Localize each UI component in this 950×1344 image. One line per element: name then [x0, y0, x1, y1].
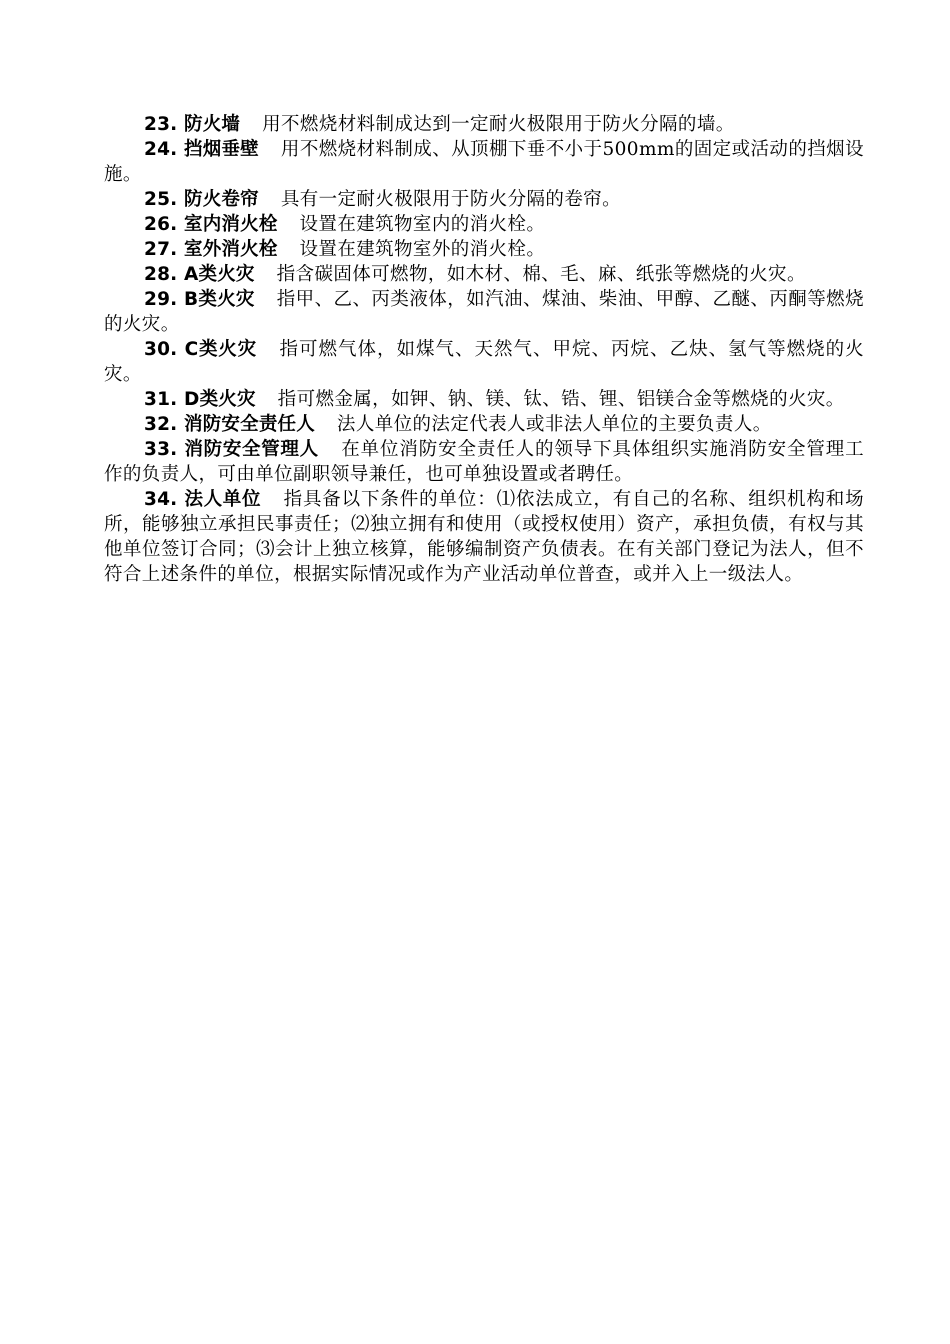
entry-term: 30. C类火灾: [144, 339, 257, 360]
glossary-entry-25: [104, 187, 864, 212]
glossary-entry-31: [104, 387, 864, 412]
glossary-entry-34: [104, 487, 864, 587]
glossary-entry-28: [104, 262, 864, 287]
entry-definition: 指具备以下条件的单位：⑴依法成立，有自己的名称、组织机构和场所，能够独立承担民事责任；⑵独立拥有和使用（或授权使用）资产，承担负债，有权与其他单位签订合同；⑶会计上独立核算，能够编制资产负债表。在有关部门登记为法人，但不符合上述条件的单位，根据实际情况或作为产业活动单位普查，或并入上一级法人。: [104, 489, 864, 585]
entry-definition: 设置在建筑物室内的消火栓。: [299, 214, 546, 235]
entry-term: 29. B类火灾: [144, 289, 255, 310]
glossary-entry-32: [104, 412, 864, 437]
entry-term: 24. 挡烟垂壁: [144, 139, 259, 160]
entry-term: 25. 防火卷帘: [144, 189, 259, 210]
glossary-entry-29: [104, 287, 864, 337]
glossary-entry-23: [104, 112, 864, 137]
entry-term: 33. 消防安全管理人: [144, 439, 319, 460]
entry-definition: 用不燃烧材料制成、从顶棚下垂不小于500mm的固定或活动的挡烟设施。: [104, 139, 864, 185]
entry-definition: 指可燃气体，如煤气、天然气、甲烷、丙烷、乙炔、氢气等燃烧的火灾。: [104, 339, 864, 385]
entry-term: 28. A类火灾: [144, 264, 255, 285]
entry-definition: 指甲、乙、丙类液体，如汽油、煤油、柴油、甲醇、乙醚、丙酮等燃烧的火灾。: [104, 289, 864, 335]
entry-definition: 具有一定耐火极限用于防火分隔的卷帘。: [280, 189, 622, 210]
glossary-entry-27: [104, 237, 864, 262]
document-page: [104, 112, 864, 587]
entry-definition: 在单位消防安全责任人的领导下具体组织实施消防安全管理工作的负责人，可由单位副职领导兼任，也可单独设置或者聘任。: [104, 439, 864, 485]
glossary-entry-24: [104, 137, 864, 187]
glossary-entry-26: [104, 212, 864, 237]
entry-term: 32. 消防安全责任人: [144, 414, 315, 435]
glossary-entry-30: [104, 337, 864, 387]
entry-term: 23. 防火墙: [144, 114, 241, 135]
entry-term: 26. 室内消火栓: [144, 214, 278, 235]
entry-definition: 用不燃烧材料制成达到一定耐火极限用于防火分隔的墙。: [262, 114, 735, 135]
glossary-entry-33: [104, 437, 864, 487]
entry-definition: 法人单位的法定代表人或非法人单位的主要负责人。: [336, 414, 772, 435]
entry-term: 31. D类火灾: [144, 389, 256, 410]
entry-definition: 设置在建筑物室外的消火栓。: [299, 239, 546, 260]
entry-term: 27. 室外消火栓: [144, 239, 278, 260]
entry-definition: 指可燃金属，如钾、钠、镁、钛、锆、锂、铝镁合金等燃烧的火灾。: [277, 389, 845, 410]
entry-term: 34. 法人单位: [144, 489, 262, 510]
entry-definition: 指含碳固体可燃物，如木材、棉、毛、麻、纸张等燃烧的火灾。: [276, 264, 806, 285]
